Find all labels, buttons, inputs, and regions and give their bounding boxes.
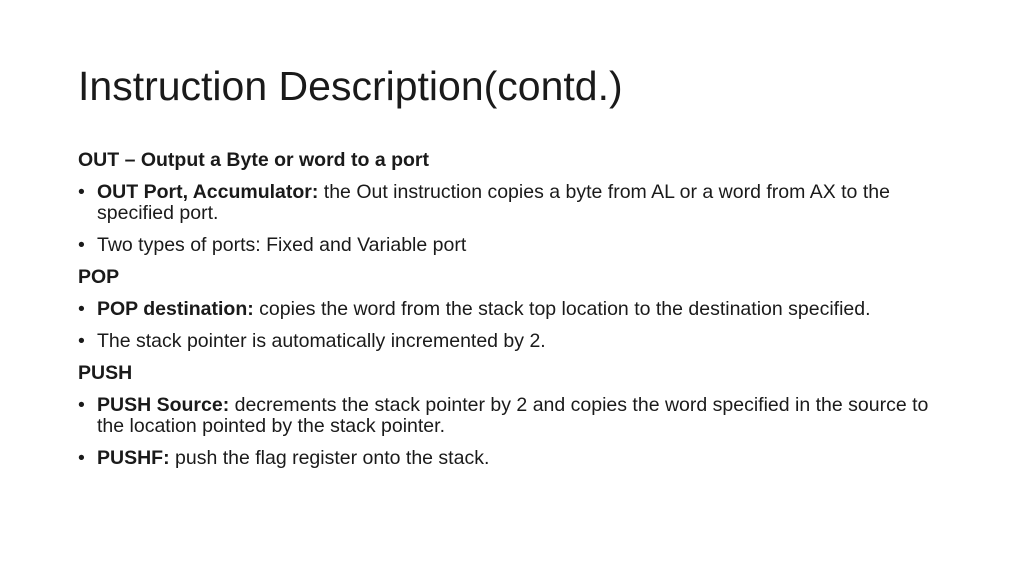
bullet-list-out [78, 182, 958, 256]
bullet-pop-destination [78, 299, 958, 320]
slide-body [78, 150, 958, 469]
bullet-dot: • [78, 447, 85, 469]
section-heading-pop: POP [78, 266, 120, 288]
bullet-list-push [78, 395, 958, 469]
bullet-dot: • [78, 330, 85, 352]
bullet-port-types [78, 235, 958, 256]
bullet-dot: • [78, 394, 85, 416]
bullet-dot: • [78, 234, 85, 256]
bullet-text: decrements the stack pointer by 2 and copies the word specified in the source to the location pointed by the stack pointer. [97, 394, 929, 437]
bullet-term: OUT Port, Accumulator: [97, 181, 319, 203]
section-heading-push: PUSH [78, 362, 133, 384]
bullet-term: PUSHF: [97, 447, 170, 469]
bullet-stack-pointer-increment [78, 331, 958, 352]
bullet-text: push the flag register onto the stack. [169, 447, 490, 469]
bullet-text: Two types of ports: Fixed and Variable port [97, 234, 467, 256]
slide-title: Instruction Description(contd.) [78, 63, 623, 109]
bullet-dot: • [78, 298, 85, 320]
bullet-text: The stack pointer is automatically incremented by 2. [97, 330, 546, 352]
bullet-term: PUSH Source: [97, 394, 230, 416]
bullet-out-port-accumulator [78, 182, 958, 224]
bullet-push-source [78, 395, 958, 437]
bullet-text: the Out instruction copies a byte from AL or a word from AX to the specified port. [97, 181, 890, 224]
bullet-text: copies the word from the stack top location to the destination specified. [253, 298, 871, 320]
bullet-term: POP destination: [97, 298, 254, 320]
section-heading-out: OUT – Output a Byte or word to a port [78, 149, 429, 171]
bullet-pushf [78, 448, 958, 469]
bullet-list-pop [78, 299, 958, 352]
bullet-dot: • [78, 181, 85, 203]
